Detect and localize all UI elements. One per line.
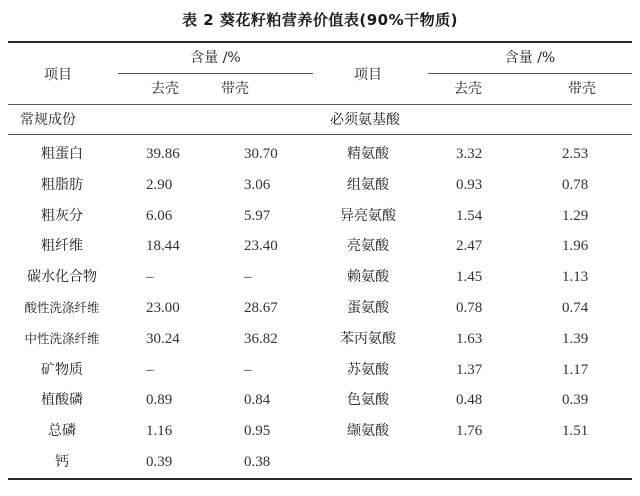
left-row-dehulled: 1.16: [146, 423, 173, 439]
left-row-dehulled: 2.90: [146, 177, 173, 193]
left-row-hulled: –: [244, 269, 252, 285]
left-content-underline: [118, 73, 313, 74]
header-rule: [8, 104, 632, 105]
top-rule: [8, 41, 632, 43]
left-row-dehulled: 0.39: [146, 454, 173, 470]
right-row-hulled: 1.51: [562, 423, 589, 439]
table-title: 表 2 葵花籽粕营养价值表(90%干物质): [182, 11, 458, 29]
right-row-dehulled: 0.93: [456, 177, 483, 193]
right-dehulled-header: 去壳: [454, 81, 482, 97]
right-row-name: 苏氨酸: [347, 362, 389, 378]
right-content-underline: [428, 73, 632, 74]
right-row-hulled: 1.39: [562, 331, 589, 347]
left-row-hulled: 3.06: [244, 177, 271, 193]
left-row-name: 粗脂肪: [41, 177, 83, 193]
left-row-dehulled: 18.44: [146, 238, 180, 254]
left-row-dehulled: 23.00: [146, 300, 180, 316]
left-row-hulled: 28.67: [244, 300, 278, 316]
left-row-hulled: 5.97: [244, 208, 271, 224]
right-row-name: 苯丙氨酸: [340, 331, 396, 347]
left-row-hulled: 0.84: [244, 392, 271, 408]
right-row-hulled: 1.13: [562, 269, 589, 285]
right-row-dehulled: 3.32: [456, 146, 483, 162]
left-row-hulled: 0.38: [244, 454, 271, 470]
right-row-name: 异亮氨酸: [340, 208, 396, 224]
left-row-name: 粗蛋白: [41, 146, 83, 162]
left-row-name: 总磷: [48, 423, 76, 439]
right-row-dehulled: 1.63: [456, 331, 483, 347]
right-row-hulled: 1.17: [562, 362, 589, 378]
left-row-name: 酸性洗涤纤维: [24, 300, 100, 315]
right-row-hulled: 0.74: [562, 300, 589, 316]
right-row-name: 缬氨酸: [347, 423, 389, 439]
left-row-name: 粗灰分: [41, 208, 83, 224]
left-hulled-header: 带壳: [221, 81, 249, 97]
right-row-name: 赖氨酸: [347, 269, 389, 285]
left-row-name: 钙: [55, 454, 69, 470]
right-content-header: 含量 /%: [504, 50, 556, 66]
left-row-hulled: 30.70: [244, 146, 278, 162]
right-row-hulled: 0.78: [562, 177, 589, 193]
right-hulled-header: 带壳: [568, 81, 596, 97]
right-row-hulled: 1.29: [562, 208, 589, 224]
section-rule: [8, 134, 632, 135]
left-row-name: 碳水化合物: [27, 269, 97, 285]
left-dehulled-header: 去壳: [151, 81, 179, 97]
right-row-name: 精氨酸: [347, 146, 389, 162]
right-row-dehulled: 1.45: [456, 269, 483, 285]
left-row-name: 矿物质: [41, 362, 83, 378]
left-row-hulled: 36.82: [244, 331, 278, 347]
left-row-dehulled: 39.86: [146, 146, 180, 162]
left-row-dehulled: 30.24: [146, 331, 180, 347]
left-row-name: 中性洗涤纤维: [24, 331, 100, 346]
right-row-dehulled: 1.76: [456, 423, 483, 439]
right-row-hulled: 0.39: [562, 392, 589, 408]
left-content-header: 含量 /%: [190, 50, 241, 66]
left-row-dehulled: 6.06: [146, 208, 173, 224]
left-row-dehulled: –: [146, 269, 154, 285]
right-row-hulled: 2.53: [562, 146, 589, 162]
left-row-dehulled: –: [146, 362, 154, 378]
left-item-header: 项目: [44, 67, 72, 83]
right-row-dehulled: 0.48: [456, 392, 483, 408]
right-row-name: 亮氨酸: [347, 238, 389, 254]
left-row-name: 粗纤维: [41, 238, 83, 254]
bottom-rule: [8, 478, 632, 480]
left-row-dehulled: 0.89: [146, 392, 173, 408]
left-row-hulled: –: [244, 362, 252, 378]
left-row-hulled: 0.95: [244, 423, 271, 439]
right-row-dehulled: 1.37: [456, 362, 483, 378]
right-row-hulled: 1.96: [562, 238, 589, 254]
right-row-dehulled: 2.47: [456, 238, 483, 254]
right-section-title: 必须氨基酸: [330, 112, 400, 128]
left-row-hulled: 23.40: [244, 238, 278, 254]
left-section-title: 常规成份: [20, 112, 76, 128]
right-row-dehulled: 0.78: [456, 300, 483, 316]
right-row-dehulled: 1.54: [456, 208, 483, 224]
left-row-name: 植酸磷: [41, 392, 83, 408]
right-row-name: 蛋氨酸: [347, 300, 389, 316]
right-row-name: 组氨酸: [347, 177, 389, 193]
right-item-header: 项目: [354, 67, 382, 83]
right-row-name: 色氨酸: [347, 392, 389, 408]
